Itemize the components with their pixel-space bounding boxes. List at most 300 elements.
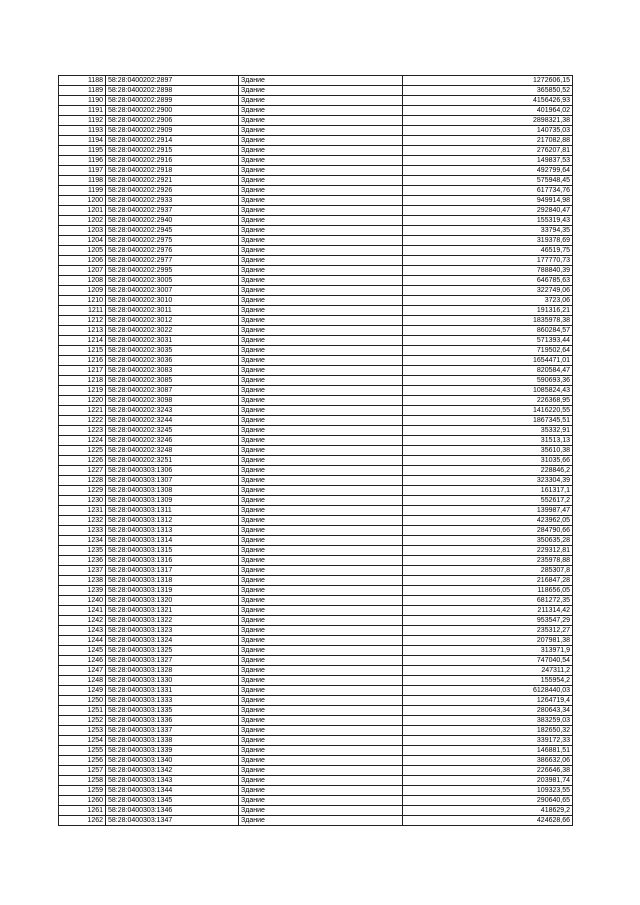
object-type-cell: Здание <box>239 616 403 626</box>
row-number-cell: 1258 <box>59 776 106 786</box>
cadastral-value-cell: 386632,06 <box>403 756 573 766</box>
object-type-cell: Здание <box>239 386 403 396</box>
object-type-cell: Здание <box>239 666 403 676</box>
object-type-cell: Здание <box>239 176 403 186</box>
row-number-cell: 1230 <box>59 496 106 506</box>
table-row <box>59 376 573 386</box>
object-type-cell: Здание <box>239 546 403 556</box>
cadastral-value-cell: 423962,05 <box>403 516 573 526</box>
cadastral-number-cell: 58:28:0400303:1328 <box>106 666 239 676</box>
object-type-cell: Здание <box>239 626 403 636</box>
object-type-cell: Здание <box>239 776 403 786</box>
cadastral-number-cell: 58:28:0400202:3251 <box>106 456 239 466</box>
cadastral-value-cell: 820584,47 <box>403 366 573 376</box>
cadastral-number-cell: 58:28:0400202:2914 <box>106 136 239 146</box>
table-row <box>59 786 573 796</box>
table-row <box>59 416 573 426</box>
row-number-cell: 1244 <box>59 636 106 646</box>
cadastral-number-cell: 58:28:0400202:2921 <box>106 176 239 186</box>
row-number-cell: 1255 <box>59 746 106 756</box>
row-number-cell: 1190 <box>59 96 106 106</box>
object-type-cell: Здание <box>239 76 403 86</box>
table-row <box>59 766 573 776</box>
table-row <box>59 616 573 626</box>
row-number-cell: 1251 <box>59 706 106 716</box>
row-number-cell: 1224 <box>59 436 106 446</box>
cadastral-value-cell: 109323,55 <box>403 786 573 796</box>
row-number-cell: 1222 <box>59 416 106 426</box>
cadastral-number-cell: 58:28:0400202:3248 <box>106 446 239 456</box>
cadastral-value-cell: 1654471,01 <box>403 356 573 366</box>
table-row <box>59 606 573 616</box>
object-type-cell: Здание <box>239 806 403 816</box>
row-number-cell: 1242 <box>59 616 106 626</box>
table-row <box>59 146 573 156</box>
cadastral-number-cell: 58:28:0400303:1307 <box>106 476 239 486</box>
table-row <box>59 266 573 276</box>
cadastral-number-cell: 58:28:0400202:2926 <box>106 186 239 196</box>
cadastral-number-cell: 58:28:0400202:2906 <box>106 116 239 126</box>
object-type-cell: Здание <box>239 266 403 276</box>
cadastral-number-cell: 58:28:0400202:3007 <box>106 286 239 296</box>
cadastral-value-cell: 146881,51 <box>403 746 573 756</box>
cadastral-value-cell: 217082,88 <box>403 136 573 146</box>
table-row <box>59 586 573 596</box>
cadastral-value-cell: 1867345,51 <box>403 416 573 426</box>
cadastral-value-cell: 284790,66 <box>403 526 573 536</box>
object-type-cell: Здание <box>239 156 403 166</box>
row-number-cell: 1221 <box>59 406 106 416</box>
table-row <box>59 666 573 676</box>
cadastral-number-cell: 58:28:0400303:1306 <box>106 466 239 476</box>
table-body <box>59 76 573 826</box>
table-row <box>59 626 573 636</box>
table-row <box>59 476 573 486</box>
row-number-cell: 1209 <box>59 286 106 296</box>
table-row <box>59 776 573 786</box>
row-number-cell: 1240 <box>59 596 106 606</box>
object-type-cell: Здание <box>239 436 403 446</box>
cadastral-number-cell: 58:28:0400202:2937 <box>106 206 239 216</box>
object-type-cell: Здание <box>239 476 403 486</box>
table-row <box>59 686 573 696</box>
cadastral-number-cell: 58:28:0400303:1325 <box>106 646 239 656</box>
cadastral-value-cell: 788840,39 <box>403 266 573 276</box>
row-number-cell: 1218 <box>59 376 106 386</box>
cadastral-value-cell: 747040,54 <box>403 656 573 666</box>
cadastral-number-cell: 58:28:0400303:1335 <box>106 706 239 716</box>
row-number-cell: 1247 <box>59 666 106 676</box>
cadastral-value-cell: 292840,47 <box>403 206 573 216</box>
object-type-cell: Здание <box>239 376 403 386</box>
object-type-cell: Здание <box>239 296 403 306</box>
cadastral-value-cell: 276207,81 <box>403 146 573 156</box>
object-type-cell: Здание <box>239 786 403 796</box>
cadastral-value-cell: 139987,47 <box>403 506 573 516</box>
cadastral-value-cell: 177770,73 <box>403 256 573 266</box>
row-number-cell: 1237 <box>59 566 106 576</box>
row-number-cell: 1239 <box>59 586 106 596</box>
cadastral-number-cell: 58:28:0400202:2897 <box>106 76 239 86</box>
cadastral-value-cell: 1416220,55 <box>403 406 573 416</box>
cadastral-number-cell: 58:28:0400303:1342 <box>106 766 239 776</box>
table-row <box>59 166 573 176</box>
cadastral-number-cell: 58:28:0400202:2940 <box>106 216 239 226</box>
table-row <box>59 206 573 216</box>
row-number-cell: 1249 <box>59 686 106 696</box>
cadastral-value-cell: 247311,2 <box>403 666 573 676</box>
cadastral-value-cell: 290640,65 <box>403 796 573 806</box>
object-type-cell: Здание <box>239 426 403 436</box>
table-row <box>59 336 573 346</box>
row-number-cell: 1233 <box>59 526 106 536</box>
row-number-cell: 1197 <box>59 166 106 176</box>
cadastral-value-cell: 46519,75 <box>403 246 573 256</box>
row-number-cell: 1248 <box>59 676 106 686</box>
table-row <box>59 326 573 336</box>
object-type-cell: Здание <box>239 206 403 216</box>
table-row <box>59 126 573 136</box>
row-number-cell: 1210 <box>59 296 106 306</box>
table-row <box>59 136 573 146</box>
row-number-cell: 1201 <box>59 206 106 216</box>
object-type-cell: Здание <box>239 396 403 406</box>
row-number-cell: 1235 <box>59 546 106 556</box>
row-number-cell: 1188 <box>59 76 106 86</box>
cadastral-number-cell: 58:28:0400303:1318 <box>106 576 239 586</box>
cadastral-value-cell: 323304,39 <box>403 476 573 486</box>
table-row <box>59 286 573 296</box>
cadastral-number-cell: 58:28:0400303:1338 <box>106 736 239 746</box>
object-type-cell: Здание <box>239 356 403 366</box>
object-type-cell: Здание <box>239 256 403 266</box>
cadastral-number-cell: 58:28:0400202:3246 <box>106 436 239 446</box>
cadastral-value-cell: 33794,35 <box>403 226 573 236</box>
table-row <box>59 96 573 106</box>
cadastral-value-cell: 6128440,03 <box>403 686 573 696</box>
object-type-cell: Здание <box>239 746 403 756</box>
table-row <box>59 596 573 606</box>
object-type-cell: Здание <box>239 576 403 586</box>
object-type-cell: Здание <box>239 116 403 126</box>
object-type-cell: Здание <box>239 306 403 316</box>
cadastral-value-cell: 383259,03 <box>403 716 573 726</box>
table-row <box>59 346 573 356</box>
object-type-cell: Здание <box>239 366 403 376</box>
cadastral-number-cell: 58:28:0400202:3085 <box>106 376 239 386</box>
cadastral-number-cell: 58:28:0400303:1344 <box>106 786 239 796</box>
object-type-cell: Здание <box>239 136 403 146</box>
cadastral-number-cell: 58:28:0400303:1312 <box>106 516 239 526</box>
row-number-cell: 1227 <box>59 466 106 476</box>
cadastral-value-cell: 2898321,38 <box>403 116 573 126</box>
cadastral-number-cell: 58:28:0400202:2975 <box>106 236 239 246</box>
cadastral-value-cell: 182650,32 <box>403 726 573 736</box>
row-number-cell: 1205 <box>59 246 106 256</box>
cadastral-number-cell: 58:28:0400303:1336 <box>106 716 239 726</box>
cadastral-number-cell: 58:28:0400202:2916 <box>106 156 239 166</box>
table-row <box>59 356 573 366</box>
row-number-cell: 1194 <box>59 136 106 146</box>
row-number-cell: 1214 <box>59 336 106 346</box>
table-row <box>59 796 573 806</box>
cadastral-value-cell: 1085824,43 <box>403 386 573 396</box>
object-type-cell: Здание <box>239 766 403 776</box>
object-type-cell: Здание <box>239 496 403 506</box>
cadastral-value-cell: 322749,06 <box>403 286 573 296</box>
cadastral-number-cell: 58:28:0400303:1343 <box>106 776 239 786</box>
object-type-cell: Здание <box>239 586 403 596</box>
row-number-cell: 1256 <box>59 756 106 766</box>
table-row <box>59 546 573 556</box>
table-row <box>59 296 573 306</box>
cadastral-value-cell: 313971,9 <box>403 646 573 656</box>
cadastral-number-cell: 58:28:0400202:2945 <box>106 226 239 236</box>
table-row <box>59 536 573 546</box>
cadastral-number-cell: 58:28:0400202:3083 <box>106 366 239 376</box>
table-row <box>59 726 573 736</box>
table-row <box>59 676 573 686</box>
cadastral-number-cell: 58:28:0400202:3011 <box>106 306 239 316</box>
cadastral-value-cell: 365850,52 <box>403 86 573 96</box>
object-type-cell: Здание <box>239 756 403 766</box>
cadastral-value-cell: 418629,2 <box>403 806 573 816</box>
cadastral-value-cell: 35610,38 <box>403 446 573 456</box>
cadastral-number-cell: 58:28:0400303:1317 <box>106 566 239 576</box>
table-row <box>59 196 573 206</box>
cadastral-number-cell: 58:28:0400303:1308 <box>106 486 239 496</box>
object-type-cell: Здание <box>239 646 403 656</box>
cadastral-number-cell: 58:28:0400303:1333 <box>106 696 239 706</box>
object-type-cell: Здание <box>239 506 403 516</box>
cadastral-value-cell: 617734,76 <box>403 186 573 196</box>
table-row <box>59 696 573 706</box>
table-row <box>59 496 573 506</box>
cadastral-value-cell: 339172,33 <box>403 736 573 746</box>
cadastral-value-cell: 719502,64 <box>403 346 573 356</box>
object-type-cell: Здание <box>239 676 403 686</box>
cadastral-number-cell: 58:28:0400202:3243 <box>106 406 239 416</box>
object-type-cell: Здание <box>239 526 403 536</box>
cadastral-number-cell: 58:28:0400202:3087 <box>106 386 239 396</box>
table-row <box>59 156 573 166</box>
cadastral-value-cell: 226646,38 <box>403 766 573 776</box>
object-type-cell: Здание <box>239 216 403 226</box>
cadastral-number-cell: 58:28:0400303:1327 <box>106 656 239 666</box>
property-register-table <box>58 75 573 826</box>
object-type-cell: Здание <box>239 596 403 606</box>
row-number-cell: 1259 <box>59 786 106 796</box>
cadastral-value-cell: 424628,66 <box>403 816 573 826</box>
cadastral-value-cell: 575948,45 <box>403 176 573 186</box>
row-number-cell: 1198 <box>59 176 106 186</box>
cadastral-value-cell: 149837,53 <box>403 156 573 166</box>
object-type-cell: Здание <box>239 186 403 196</box>
object-type-cell: Здание <box>239 446 403 456</box>
table-row <box>59 316 573 326</box>
cadastral-value-cell: 590693,36 <box>403 376 573 386</box>
row-number-cell: 1232 <box>59 516 106 526</box>
cadastral-value-cell: 681272,35 <box>403 596 573 606</box>
object-type-cell: Здание <box>239 316 403 326</box>
row-number-cell: 1215 <box>59 346 106 356</box>
cadastral-value-cell: 319378,69 <box>403 236 573 246</box>
cadastral-number-cell: 58:28:0400303:1321 <box>106 606 239 616</box>
object-type-cell: Здание <box>239 706 403 716</box>
cadastral-number-cell: 58:28:0400202:2976 <box>106 246 239 256</box>
table-row <box>59 746 573 756</box>
table-row <box>59 816 573 826</box>
row-number-cell: 1217 <box>59 366 106 376</box>
cadastral-number-cell: 58:28:0400202:2898 <box>106 86 239 96</box>
cadastral-value-cell: 228846,2 <box>403 466 573 476</box>
object-type-cell: Здание <box>239 716 403 726</box>
row-number-cell: 1250 <box>59 696 106 706</box>
cadastral-number-cell: 58:28:0400303:1340 <box>106 756 239 766</box>
cadastral-number-cell: 58:28:0400303:1320 <box>106 596 239 606</box>
table-row <box>59 636 573 646</box>
object-type-cell: Здание <box>239 276 403 286</box>
row-number-cell: 1229 <box>59 486 106 496</box>
cadastral-value-cell: 226368,95 <box>403 396 573 406</box>
table-row <box>59 756 573 766</box>
row-number-cell: 1223 <box>59 426 106 436</box>
object-type-cell: Здание <box>239 556 403 566</box>
cadastral-number-cell: 58:28:0400202:2977 <box>106 256 239 266</box>
object-type-cell: Здание <box>239 816 403 826</box>
row-number-cell: 1257 <box>59 766 106 776</box>
cadastral-value-cell: 350635,28 <box>403 536 573 546</box>
row-number-cell: 1192 <box>59 116 106 126</box>
object-type-cell: Здание <box>239 686 403 696</box>
cadastral-value-cell: 860284,57 <box>403 326 573 336</box>
cadastral-value-cell: 401964,02 <box>403 106 573 116</box>
table-row <box>59 716 573 726</box>
object-type-cell: Здание <box>239 736 403 746</box>
cadastral-value-cell: 207981,38 <box>403 636 573 646</box>
row-number-cell: 1193 <box>59 126 106 136</box>
cadastral-value-cell: 285307,8 <box>403 566 573 576</box>
cadastral-number-cell: 58:28:0400303:1313 <box>106 526 239 536</box>
row-number-cell: 1253 <box>59 726 106 736</box>
object-type-cell: Здание <box>239 636 403 646</box>
row-number-cell: 1241 <box>59 606 106 616</box>
row-number-cell: 1262 <box>59 816 106 826</box>
table-row <box>59 576 573 586</box>
table-row <box>59 706 573 716</box>
cadastral-value-cell: 280643,34 <box>403 706 573 716</box>
cadastral-number-cell: 58:28:0400202:3245 <box>106 426 239 436</box>
row-number-cell: 1211 <box>59 306 106 316</box>
cadastral-value-cell: 1835978,38 <box>403 316 573 326</box>
object-type-cell: Здание <box>239 96 403 106</box>
table-row <box>59 216 573 226</box>
cadastral-number-cell: 58:28:0400303:1330 <box>106 676 239 686</box>
table-row <box>59 466 573 476</box>
table-row <box>59 656 573 666</box>
row-number-cell: 1195 <box>59 146 106 156</box>
row-number-cell: 1238 <box>59 576 106 586</box>
row-number-cell: 1245 <box>59 646 106 656</box>
object-type-cell: Здание <box>239 236 403 246</box>
cadastral-number-cell: 58:28:0400202:3244 <box>106 416 239 426</box>
cadastral-value-cell: 949914,98 <box>403 196 573 206</box>
cadastral-value-cell: 235312,27 <box>403 626 573 636</box>
cadastral-number-cell: 58:28:0400303:1319 <box>106 586 239 596</box>
object-type-cell: Здание <box>239 696 403 706</box>
row-number-cell: 1236 <box>59 556 106 566</box>
table-row <box>59 736 573 746</box>
row-number-cell: 1234 <box>59 536 106 546</box>
row-number-cell: 1206 <box>59 256 106 266</box>
table-row <box>59 446 573 456</box>
cadastral-number-cell: 58:28:0400303:1314 <box>106 536 239 546</box>
table-row <box>59 246 573 256</box>
table-row <box>59 236 573 246</box>
row-number-cell: 1219 <box>59 386 106 396</box>
object-type-cell: Здание <box>239 166 403 176</box>
cadastral-value-cell: 31513,13 <box>403 436 573 446</box>
object-type-cell: Здание <box>239 486 403 496</box>
table-row <box>59 386 573 396</box>
cadastral-number-cell: 58:28:0400202:2918 <box>106 166 239 176</box>
table-row <box>59 306 573 316</box>
object-type-cell: Здание <box>239 466 403 476</box>
object-type-cell: Здание <box>239 536 403 546</box>
table-row <box>59 806 573 816</box>
object-type-cell: Здание <box>239 326 403 336</box>
table-row <box>59 406 573 416</box>
object-type-cell: Здание <box>239 286 403 296</box>
cadastral-number-cell: 58:28:0400202:3010 <box>106 296 239 306</box>
cadastral-number-cell: 58:28:0400303:1323 <box>106 626 239 636</box>
table-row <box>59 426 573 436</box>
object-type-cell: Здание <box>239 796 403 806</box>
object-type-cell: Здание <box>239 126 403 136</box>
cadastral-number-cell: 58:28:0400202:3012 <box>106 316 239 326</box>
cadastral-value-cell: 155319,43 <box>403 216 573 226</box>
cadastral-number-cell: 58:28:0400303:1324 <box>106 636 239 646</box>
object-type-cell: Здание <box>239 246 403 256</box>
object-type-cell: Здание <box>239 86 403 96</box>
table-row <box>59 276 573 286</box>
row-number-cell: 1252 <box>59 716 106 726</box>
cadastral-value-cell: 646785,63 <box>403 276 573 286</box>
row-number-cell: 1202 <box>59 216 106 226</box>
table-row <box>59 566 573 576</box>
object-type-cell: Здание <box>239 656 403 666</box>
row-number-cell: 1231 <box>59 506 106 516</box>
row-number-cell: 1254 <box>59 736 106 746</box>
cadastral-number-cell: 58:28:0400202:3022 <box>106 326 239 336</box>
row-number-cell: 1196 <box>59 156 106 166</box>
cadastral-value-cell: 216847,28 <box>403 576 573 586</box>
object-type-cell: Здание <box>239 226 403 236</box>
row-number-cell: 1225 <box>59 446 106 456</box>
table-row <box>59 86 573 96</box>
object-type-cell: Здание <box>239 106 403 116</box>
row-number-cell: 1220 <box>59 396 106 406</box>
table-row <box>59 396 573 406</box>
cadastral-value-cell: 161317,1 <box>403 486 573 496</box>
object-type-cell: Здание <box>239 146 403 156</box>
row-number-cell: 1189 <box>59 86 106 96</box>
table-row <box>59 256 573 266</box>
cadastral-number-cell: 58:28:0400303:1322 <box>106 616 239 626</box>
cadastral-number-cell: 58:28:0400202:2915 <box>106 146 239 156</box>
row-number-cell: 1208 <box>59 276 106 286</box>
object-type-cell: Здание <box>239 336 403 346</box>
